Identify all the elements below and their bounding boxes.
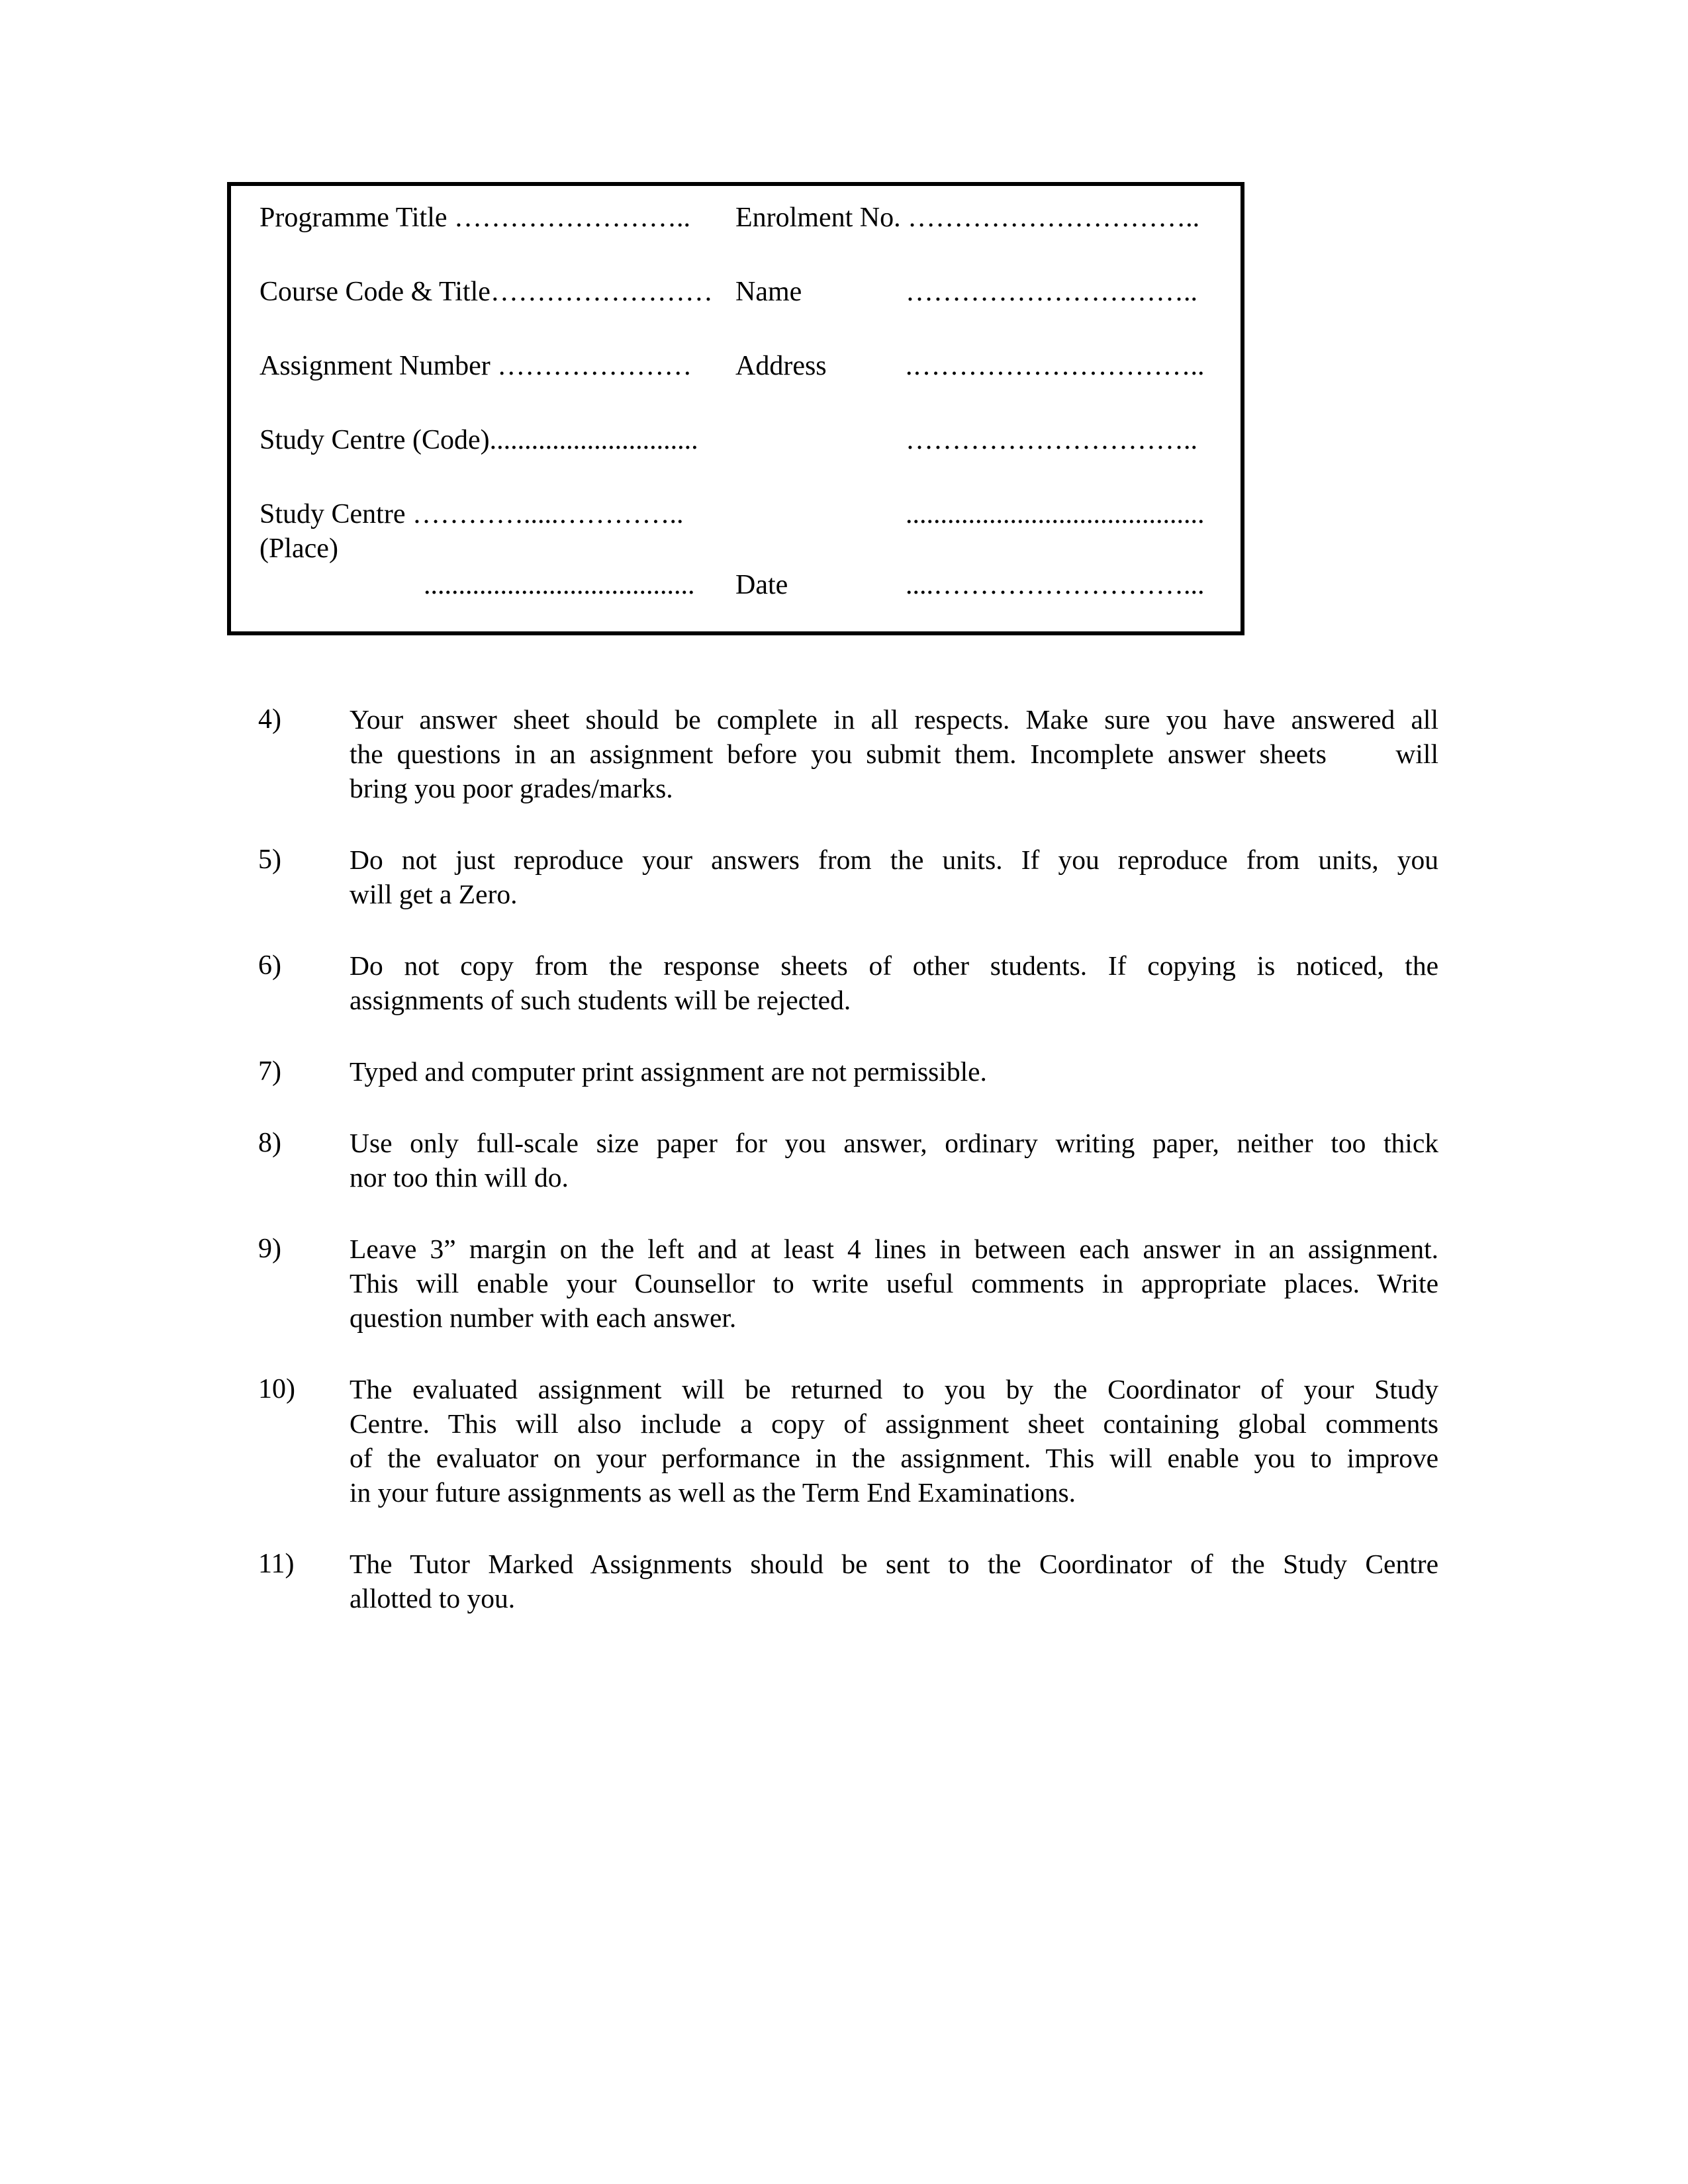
enrolment-no-field: Enrolment No. ………………………….. <box>735 203 1200 233</box>
course-code-title-field: Course Code & Title…………………… <box>259 277 713 307</box>
item-number: 7) <box>258 1056 281 1087</box>
item-number: 6) <box>258 950 281 981</box>
instructions-list <box>258 702 1438 1653</box>
item-body <box>350 948 1438 1017</box>
instruction-item-7 <box>258 1054 1438 1089</box>
address-blank-line-1: .………………………….. <box>906 351 1205 381</box>
instruction-line: the questions in an assignment before you submit them. Incomplete answer sheets will <box>350 739 1438 769</box>
item-number: 10) <box>258 1374 295 1404</box>
instruction-line: nor too thin will do. <box>350 1162 569 1193</box>
item-number: 9) <box>258 1234 281 1264</box>
address-label: Address <box>735 351 827 381</box>
date-blank: ....………………………... <box>906 570 1205 600</box>
form-row-programme-title <box>231 201 1241 235</box>
instruction-line: The Tutor Marked Assignments should be sent to the Coordinator of the Study Centre <box>350 1549 1438 1579</box>
item-body <box>350 1054 1438 1089</box>
instruction-line: Typed and computer print assignment are not permissible. <box>350 1056 987 1087</box>
instruction-line: question number with each answer. <box>350 1302 737 1333</box>
instruction-line: Do not just reproduce your answers from the units. If you reproduce from units, you <box>350 844 1438 875</box>
item-body <box>350 1372 1438 1510</box>
item-body <box>350 842 1438 911</box>
name-label: Name <box>735 277 802 307</box>
study-centre-code-field: Study Centre (Code).............................. <box>259 425 698 455</box>
item-body <box>350 1126 1438 1195</box>
instruction-item-8 <box>258 1126 1438 1195</box>
study-centre-place-field: Study Centre ………….....………….. <box>259 499 684 529</box>
item-number: 5) <box>258 844 281 875</box>
date-label: Date <box>735 570 788 600</box>
address-blank-line-3: ........................................... <box>906 499 1205 529</box>
signature-blank: ....................................... <box>424 570 695 600</box>
name-blank: ………………………….. <box>906 277 1197 307</box>
instruction-line: Do not copy from the response sheets of other students. If copying is noticed, the <box>350 950 1438 981</box>
instruction-item-6 <box>258 948 1438 1017</box>
instruction-line: Leave 3” margin on the left and at least 4 lines in between each answer in an assignment. <box>350 1234 1438 1264</box>
instruction-item-5 <box>258 842 1438 911</box>
form-row-place-caption <box>231 531 1241 566</box>
instruction-line: This will enable your Counsellor to write useful comments in appropriate places. Write <box>350 1268 1438 1298</box>
form-row-date <box>231 568 1241 602</box>
form-row-study-centre-place <box>231 497 1241 531</box>
instruction-line: in your future assignments as well as the Term End Examinations. <box>350 1477 1076 1508</box>
instruction-line: Centre. This will also include a copy of assignment sheet containing global comments <box>350 1408 1438 1439</box>
place-caption: (Place) <box>259 533 338 564</box>
form-row-study-centre-code <box>231 423 1241 457</box>
instruction-line: of the evaluator on your performance in the assignment. This will enable you to improve <box>350 1443 1438 1473</box>
programme-title-field: Programme Title …………………….. <box>259 203 691 233</box>
form-row-assignment-number <box>231 349 1241 383</box>
item-body <box>350 702 1438 805</box>
address-blank-line-2: ………………………….. <box>906 425 1197 455</box>
instruction-line: Your answer sheet should be complete in all respects. Make sure you have answered all <box>350 704 1438 735</box>
student-info-box <box>227 182 1244 635</box>
instruction-line: bring you poor grades/marks. <box>350 773 673 803</box>
instruction-line: assignments of such students will be rejected. <box>350 985 851 1015</box>
item-number: 4) <box>258 704 281 735</box>
instruction-line: The evaluated assignment will be returned to you by the Coordinator of your Study <box>350 1374 1438 1404</box>
form-row-course-code <box>231 275 1241 309</box>
instruction-item-10 <box>258 1372 1438 1510</box>
instruction-item-9 <box>258 1232 1438 1335</box>
instruction-line: will get a Zero. <box>350 879 518 909</box>
item-body <box>350 1547 1438 1615</box>
item-body <box>350 1232 1438 1335</box>
assignment-number-field: Assignment Number ………………… <box>259 351 692 381</box>
item-number: 11) <box>258 1549 295 1579</box>
instruction-line: Use only full-scale size paper for you answer, ordinary writing paper, neither too thick <box>350 1128 1438 1158</box>
instruction-line: allotted to you. <box>350 1583 516 1614</box>
instruction-item-11 <box>258 1547 1438 1615</box>
instruction-item-4 <box>258 702 1438 805</box>
item-number: 8) <box>258 1128 281 1158</box>
